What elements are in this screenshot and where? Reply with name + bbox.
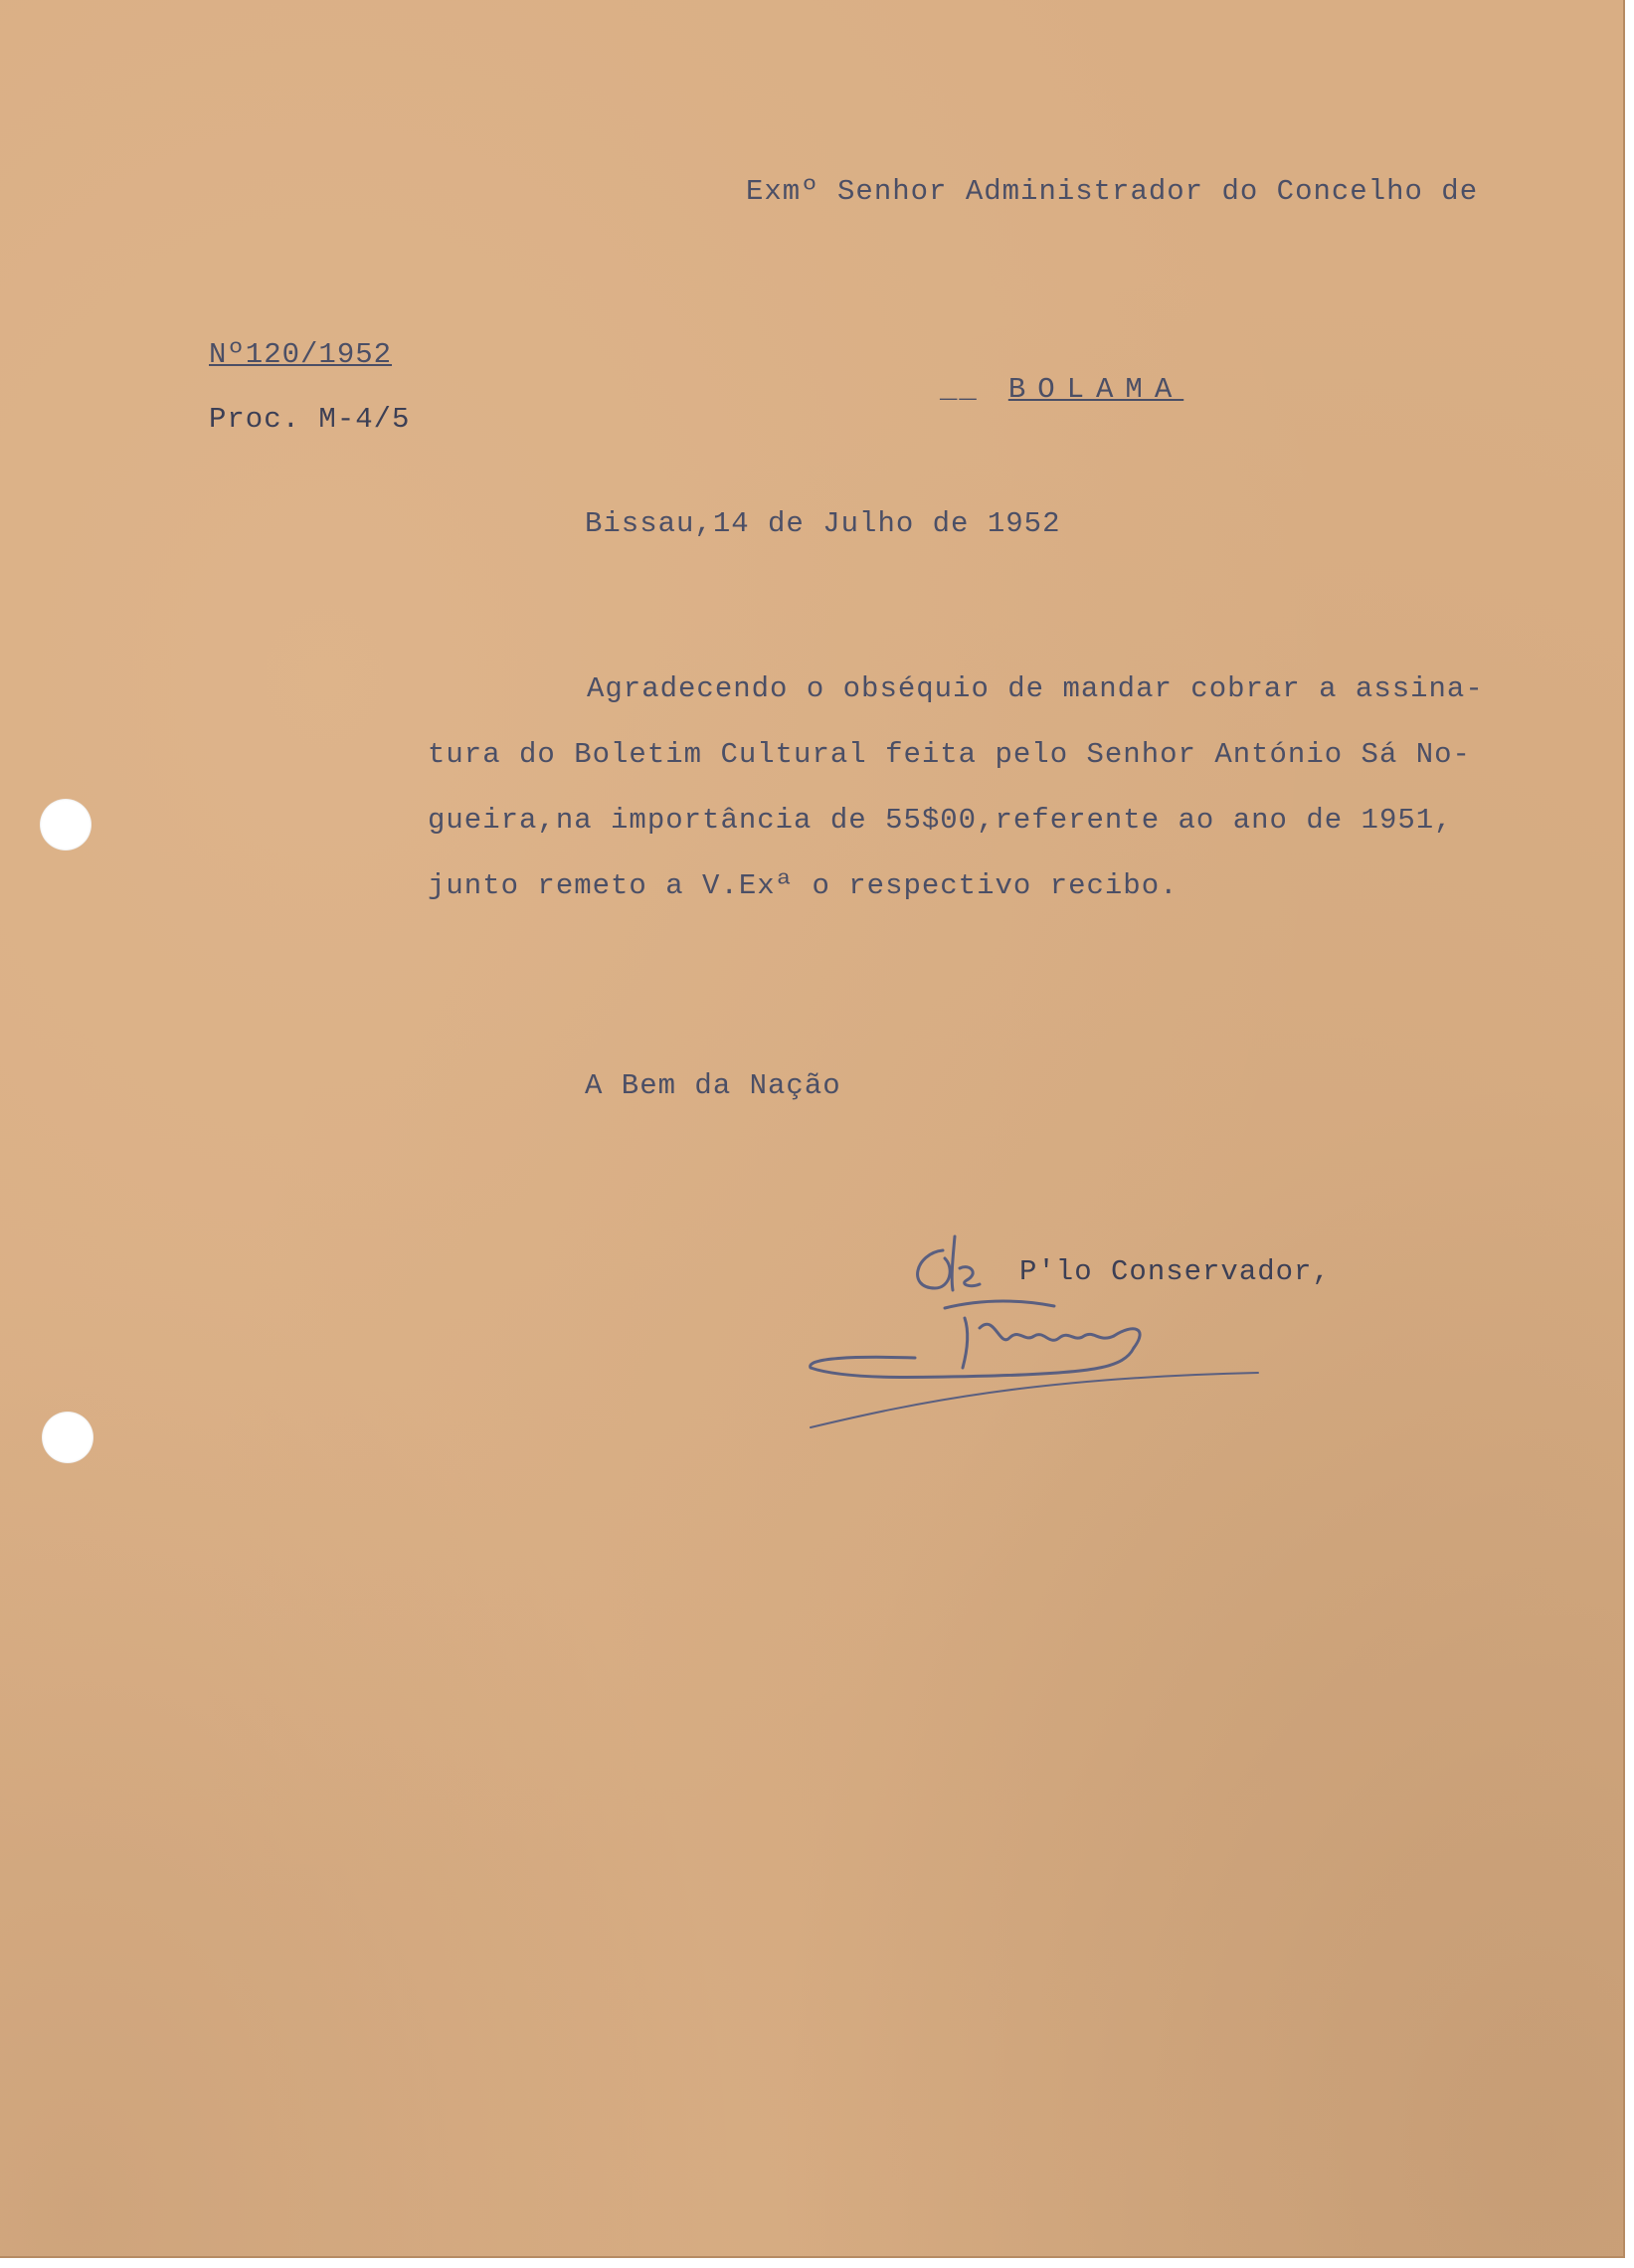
body-line-2: tura do Boletim Cultural feita pelo Senhor António Sá No- xyxy=(428,738,1471,771)
destination-prefix: __ xyxy=(940,373,979,406)
destination-line xyxy=(940,373,1183,406)
signer-title: P'lo Conservador, xyxy=(1019,1255,1331,1288)
addressee-line: Exmº Senhor Administrador do Concelho de xyxy=(746,175,1479,208)
handwritten-signature xyxy=(796,1219,1293,1457)
body-line-4: junto remeto a V.Exª o respectivo recibo. xyxy=(428,869,1179,902)
dateline: Bissau,14 de Julho de 1952 xyxy=(585,507,1061,540)
body-line-3: gueira,na importância de 55$00,referente ao ano de 1951, xyxy=(428,804,1453,837)
closing-salutation: A Bem da Nação xyxy=(585,1069,841,1102)
punch-hole-bottom xyxy=(42,1412,93,1463)
process-reference: Proc. M-4/5 xyxy=(209,403,411,436)
punch-hole-top xyxy=(40,799,91,850)
destination-name: BOLAMA xyxy=(1007,373,1184,406)
reference-number: Nº120/1952 xyxy=(209,338,393,371)
body-line-1: Agradecendo o obséquio de mandar cobrar a assina- xyxy=(587,672,1484,705)
